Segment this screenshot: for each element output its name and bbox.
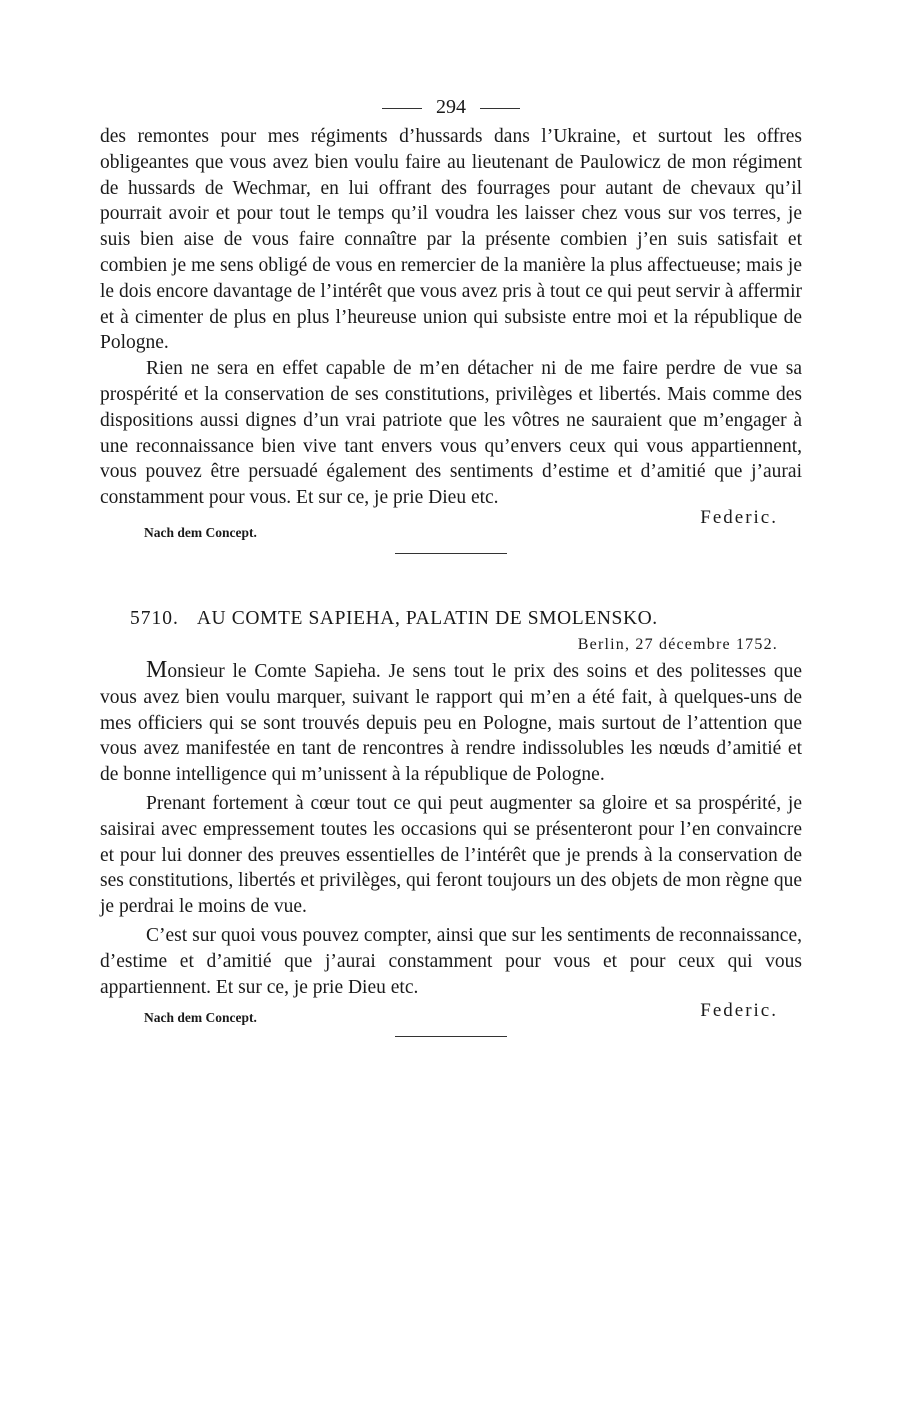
letter2-heading bbox=[100, 608, 802, 630]
page-header bbox=[100, 90, 802, 124]
letter2-initial: M bbox=[146, 656, 168, 683]
letter1-source-note: Nach dem Concept. bbox=[144, 524, 257, 540]
letter2-paragraph-1-text: onsieur le Comte Sapieha. Je sens tout le prix des soins et des politesses que vous avez bien voulu marquer, suivant le rapport qui m’en a été fait, à quelques-uns de mes officiers qui se sont trouvés depuis peu en Pologne, mais surtout de l’attention que vous avez manifestée en tant de rencontres à rendre indissolubles les nœuds d’amitié et de bonne intelligence qui m’unissent à la république de Pologne. bbox=[100, 660, 802, 786]
header-dash-right bbox=[480, 108, 520, 109]
letter2-date: 27 décembre 1752. bbox=[635, 635, 778, 653]
end-divider bbox=[395, 1036, 507, 1037]
letter2-title: AU COMTE SAPIEHA, PALATIN DE SMOLENSKO. bbox=[196, 607, 658, 629]
letter2-paragraph-3: C’est sur quoi vous pouvez compter, ainsi que sur les sentiments de reconnaissance, d’estime et d’amitié que j’aurai constamment pour vous et pour ceux qui vous appartiennent. Et sur ce, je prie Dieu etc. bbox=[100, 924, 802, 998]
letter2-number: 5710. bbox=[130, 607, 179, 629]
letter1-closing bbox=[100, 506, 802, 547]
letter2-dateline bbox=[100, 636, 802, 654]
letter1-paragraph-1: des remontes pour mes régiments d’hussards dans l’Ukraine, et surtout les offres obligeantes que vous avez bien voulu faire au lieutenant de Paulowicz de mon régiment de hussards de Wechmar, en lui offrant des fourrages pour autant de chevaux qu’il pourrait avoir et pour tout le temps qu’il voudra les laisser chez vous sur vos terres, je suis bien aise de vous faire connaître par la présente combien j’en suis satisfait et combien je me sens obligé de vous en remercier de la manière la plus affectueuse; mais je le dois encore davantage de l’intérêt que vous avez pris à tout ce qui peut servir à affermir et à cimenter de plus en plus l’heureuse union qui subsiste entre moi et la république de Pologne. bbox=[100, 126, 802, 354]
header-dash-left bbox=[382, 108, 422, 109]
letter2-closing bbox=[100, 1000, 802, 1036]
section-divider bbox=[395, 553, 507, 554]
letter2-source-note: Nach dem Concept. bbox=[144, 1010, 257, 1026]
letter1-signature: Federic. bbox=[700, 506, 778, 528]
letter2-signature: Federic. bbox=[700, 1000, 778, 1022]
letter2-paragraph-1 bbox=[100, 658, 802, 788]
letter1-paragraph-2: Rien ne sera en effet capable de m’en détacher ni de me faire perdre de vue sa prospérité et la conservation de ses constitutions, privilèges et libertés. Mais comme des dispositions aussi dignes d’un vrai patriote que les vôtres ne sauraient que m’engager à une reconnaissance bien vive tant envers vous qu’envers ceux qui vous appartiennent, vous pouvez être persuadé également des sentiments d’estime et d’amitié que j’aurai constamment pour vous. Et sur ce, je prie Dieu etc. bbox=[100, 358, 802, 509]
letter2-paragraph-2: Prenant fortement à cœur tout ce qui peut augmenter sa gloire et sa prospérité, je saisirai avec empressement toutes les occasions qui se présenteront pour l’en convaincre et pour lui donner des preuves essentielles de l’intérêt que je prends à la conservation de ses constitutions, libertés et privilèges, qui feront toujours un des objets de mon règne que je perdrai le moins de vue. bbox=[100, 792, 802, 918]
page-number: 294 bbox=[436, 96, 466, 118]
document-page bbox=[100, 90, 802, 1037]
letter2-place: Berlin, bbox=[577, 635, 631, 653]
